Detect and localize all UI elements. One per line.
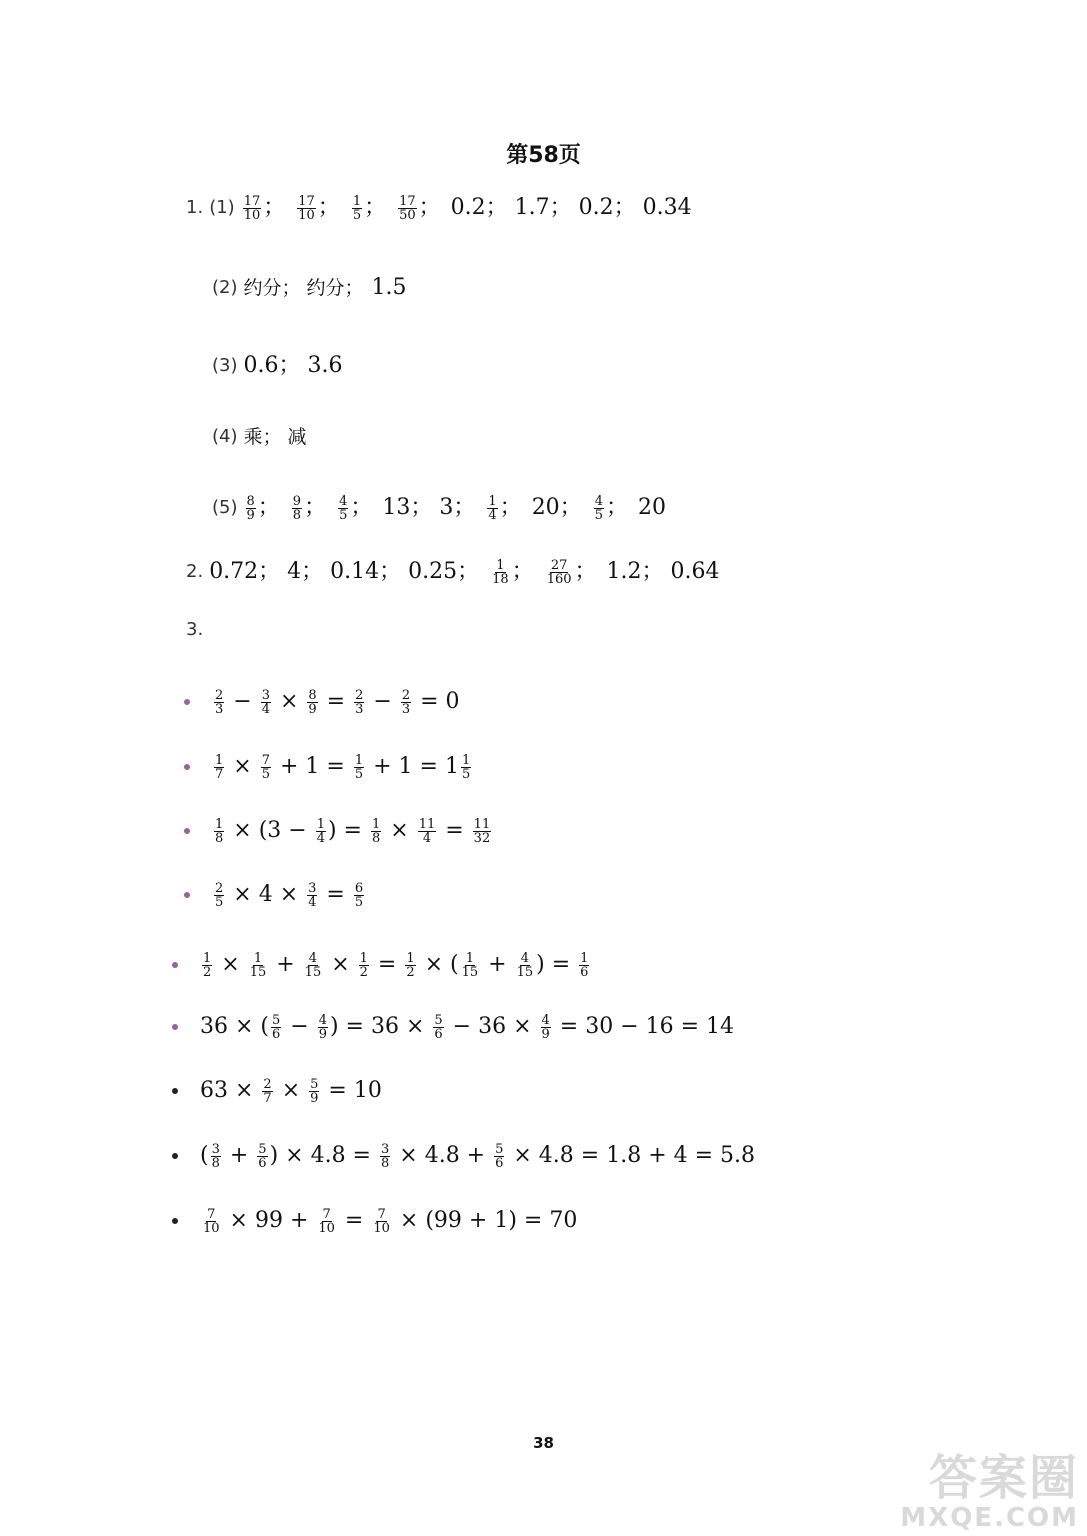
q1-part5: (5) $\frac{8}{9}$ ； $\frac{9}{8}$ ； $\frac{4}{5}$ ； 13； 3； $\frac{1}{4}$ ； 20； $\frac{4}{5}$ ； 20 xyxy=(212,493,666,523)
q1-p5-mid2: 20； xyxy=(531,495,582,520)
equation-2: $\frac{1}{7}$ × $\frac{7}{5}$ + 1 = $\frac{1}{5}$ + 1 = 1 $\frac{1}{5}$ xyxy=(215,752,471,782)
fraction: $\frac{1}{18}$ xyxy=(492,557,509,587)
equation-7: 63 × $\frac{2}{7}$ × $\frac{5}{9}$ = 10 xyxy=(200,1076,382,1106)
fraction: $\frac{1}{4}$ xyxy=(488,493,497,523)
fraction: $\frac{9}{8}$ xyxy=(292,493,302,523)
q2-end: 1.2； 0.64 xyxy=(606,559,720,584)
equation-1: $\frac{2}{3}$ − $\frac{3}{4}$ × $\frac{8}{9}$ = $\frac{2}{3}$ − $\frac{2}{3}$ = 0 xyxy=(215,687,460,717)
q1-p2-label: (2) xyxy=(212,277,238,298)
q1-p2-value: 1.5 xyxy=(371,275,407,300)
fraction: $\frac{4}{5}$ xyxy=(339,493,348,523)
q1-p2-text: 约分； 约分； xyxy=(243,277,364,299)
q1-p5-end: 20 xyxy=(637,495,666,520)
watermark-url: MXQE.COM xyxy=(900,1503,1079,1533)
q1-p1-values: 0.2； 1.7； 0.2； 0.34 xyxy=(450,195,692,220)
list-bullet xyxy=(184,828,190,834)
q1-number: 1. xyxy=(186,197,204,218)
fraction: $\frac{17}{10}$ xyxy=(243,193,261,223)
q1-part3 xyxy=(212,350,342,382)
watermark-logo: 答案圈 xyxy=(928,1450,1079,1506)
fraction: $\frac{4}{5}$ xyxy=(594,493,603,523)
q1-p3-text: 0.6； 3.6 xyxy=(243,353,343,378)
list-bullet xyxy=(172,1218,178,1224)
equation-8: ( $\frac{3}{8}$ + $\frac{5}{6}$ ) × 4.8 = $\frac{3}{8}$ × 4.8 + $\frac{5}{6}$ × 4.8 = 1.8 + 4 = 5.8 xyxy=(200,1141,756,1171)
q3-number: 3. xyxy=(186,619,204,640)
list-bullet xyxy=(172,1088,178,1094)
q1-part1: 1. (1) $\frac{17}{10}$ ； $\frac{17}{10}$ ； $\frac{1}{5}$ ； $\frac{17}{50}$ ； 0.2； 1.7； 0.2； 0.34 xyxy=(186,193,692,223)
fraction: $\frac{17}{10}$ xyxy=(298,193,315,223)
list-bullet xyxy=(172,1153,178,1159)
equation-5: $\frac{1}{2}$ × $\frac{1}{15}$ + $\frac{4}{15}$ × $\frac{1}{2}$ = $\frac{1}{2}$ × ( $\frac{1}{15}$ + $\frac{4}{15}$ ) = $\frac{1}{6}$ xyxy=(203,950,589,980)
q1-p5-mid1: 13； 3； xyxy=(382,495,476,520)
equation-6: 36 × ( $\frac{5}{6}$ − $\frac{4}{9}$ ) = 36 × $\frac{5}{6}$ − 36 × $\frac{4}{9}$ = 30 − 16 = 14 xyxy=(200,1012,735,1042)
q1-part2 xyxy=(212,272,407,304)
list-bullet xyxy=(172,962,178,968)
equation-3: $\frac{1}{8}$ × (3 − $\frac{1}{4}$ ) = $\frac{1}{8}$ × $\frac{11}{4}$ = $\frac{11}{32}$ xyxy=(215,816,491,846)
list-bullet xyxy=(184,699,190,705)
q1-p4-text: 乘； 减 xyxy=(243,426,307,448)
page-title: 第58页 xyxy=(506,143,581,168)
list-bullet xyxy=(184,764,190,770)
watermark xyxy=(900,1452,1079,1532)
q1-p5-label: (5) xyxy=(212,497,238,518)
equation-4: $\frac{2}{5}$ × 4 × $\frac{3}{4}$ = $\frac{6}{5}$ xyxy=(215,880,364,910)
equation-9: $\frac{7}{10}$ × 99 + $\frac{7}{10}$ = $\frac{7}{10}$ × (99 + 1) = 70 xyxy=(203,1206,578,1236)
fraction: $\frac{17}{50}$ xyxy=(399,193,416,223)
page-number: 38 xyxy=(533,1434,554,1452)
list-bullet xyxy=(184,892,190,898)
q1-part4 xyxy=(212,421,307,453)
q3-line xyxy=(186,614,209,646)
q1-p4-label: (4) xyxy=(212,426,238,447)
q2-line: 2. 0.72； 4； 0.14； 0.25； $\frac{1}{18}$ ； $\frac{27}{160}$ ； 1.2； 0.64 xyxy=(186,557,720,587)
fraction: $\frac{8}{9}$ xyxy=(246,493,255,523)
q2-number: 2. xyxy=(186,561,204,582)
q1-p3-label: (3) xyxy=(212,355,238,376)
q1-p1-label: (1) xyxy=(209,197,235,218)
q2-start: 0.72； 4； 0.14； 0.25； xyxy=(209,559,480,584)
fraction: $\frac{27}{160}$ xyxy=(546,557,572,587)
fraction: $\frac{1}{5}$ xyxy=(352,193,362,223)
list-bullet xyxy=(172,1024,178,1030)
